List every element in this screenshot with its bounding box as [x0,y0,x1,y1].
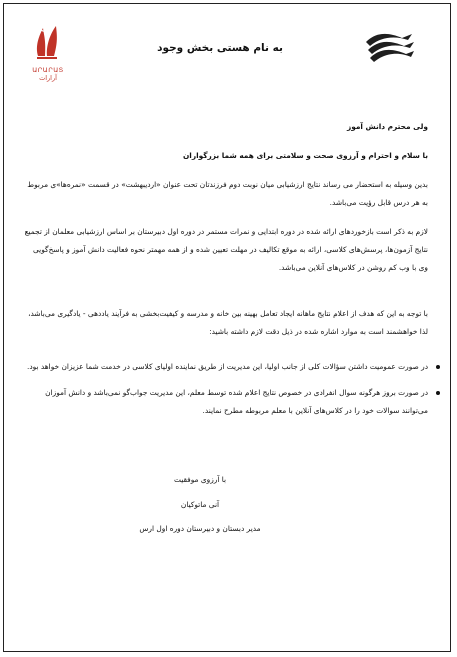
paragraph-purpose: با توجه به این که هدف از اعلام نتایج ماهانه ایجاد تعامل بهینه بین خانه و مدرسه و کیفیت‌بخشی به فرآیند یاددهی - یادگیری می‌باشد، لذا خواهشمند است به موارد اشاره شده در ذیل دقت لازم داشته باشید: [28,309,428,336]
signer-name: آنی ماتوکیان [180,500,220,509]
greeting: با سلام و احترام و آرزوی صحت و سلامتی برای همه شما بزرگواران [182,151,428,160]
list-item: در صورت عمومیت داشتن سؤالات کلی از جانب اولیا، این مدیریت از طریق نماینده اولیای کلاسی در خدمت شما عزیزان خواهد بود. [22,358,428,376]
salutation: ولی محترم دانش آموز [346,122,428,131]
signer-title: مدیر دبستان و دبیرستان دوره اول ارس [139,524,261,533]
closing-line: با آرزوی موفقیت [173,475,227,484]
paragraph-results: بدین وسیله به استحضار می رساند نتایج ارزشیابی میان نوبت دوم فرزندتان تحت عنوان «اردیبهشت» در قسمت «نمره‌ها»ی مربوط به هر درس قابل رؤیت می‌باشد. [27,180,428,207]
letter-heading: به نام هستی بخش وجود [157,42,283,54]
notes-list [22,358,442,428]
list-item: در صورت بروز هرگونه سوال انفرادی در خصوص نتایج اعلام شده توسط معلم، این مدیریت جواب‌گو نمی‌باشد و دانش آموزان می‌توانند سوالات خود را در کلاس‌های آنلاین با معلم مربوطه مطرح نمایند. [22,384,428,420]
logo-text-persian: آرارات [39,74,57,82]
logo-text-armenian: ԱՐԱՐԱՏ [32,66,64,74]
school-logo-caption [26,66,70,82]
paragraph-evaluation: لازم به ذکر است بازخوردهای ارائه شده در دوره ابتدایی و نمرات مستمر در دوره اول دبیرستان بر اساس ارزشیابی معلمان از تجمیع نتایج آزمون‌ها، پرسش‌های کلاسی، ارائه به موقع تکالیف در مهلت تعیین شده و از همه مهمتر نحوه فعالیت دانش آموز و پاسخ‌گویی وی با وب کم روشن در کلاس‌های آنلاین می‌باشد. [24,227,428,272]
